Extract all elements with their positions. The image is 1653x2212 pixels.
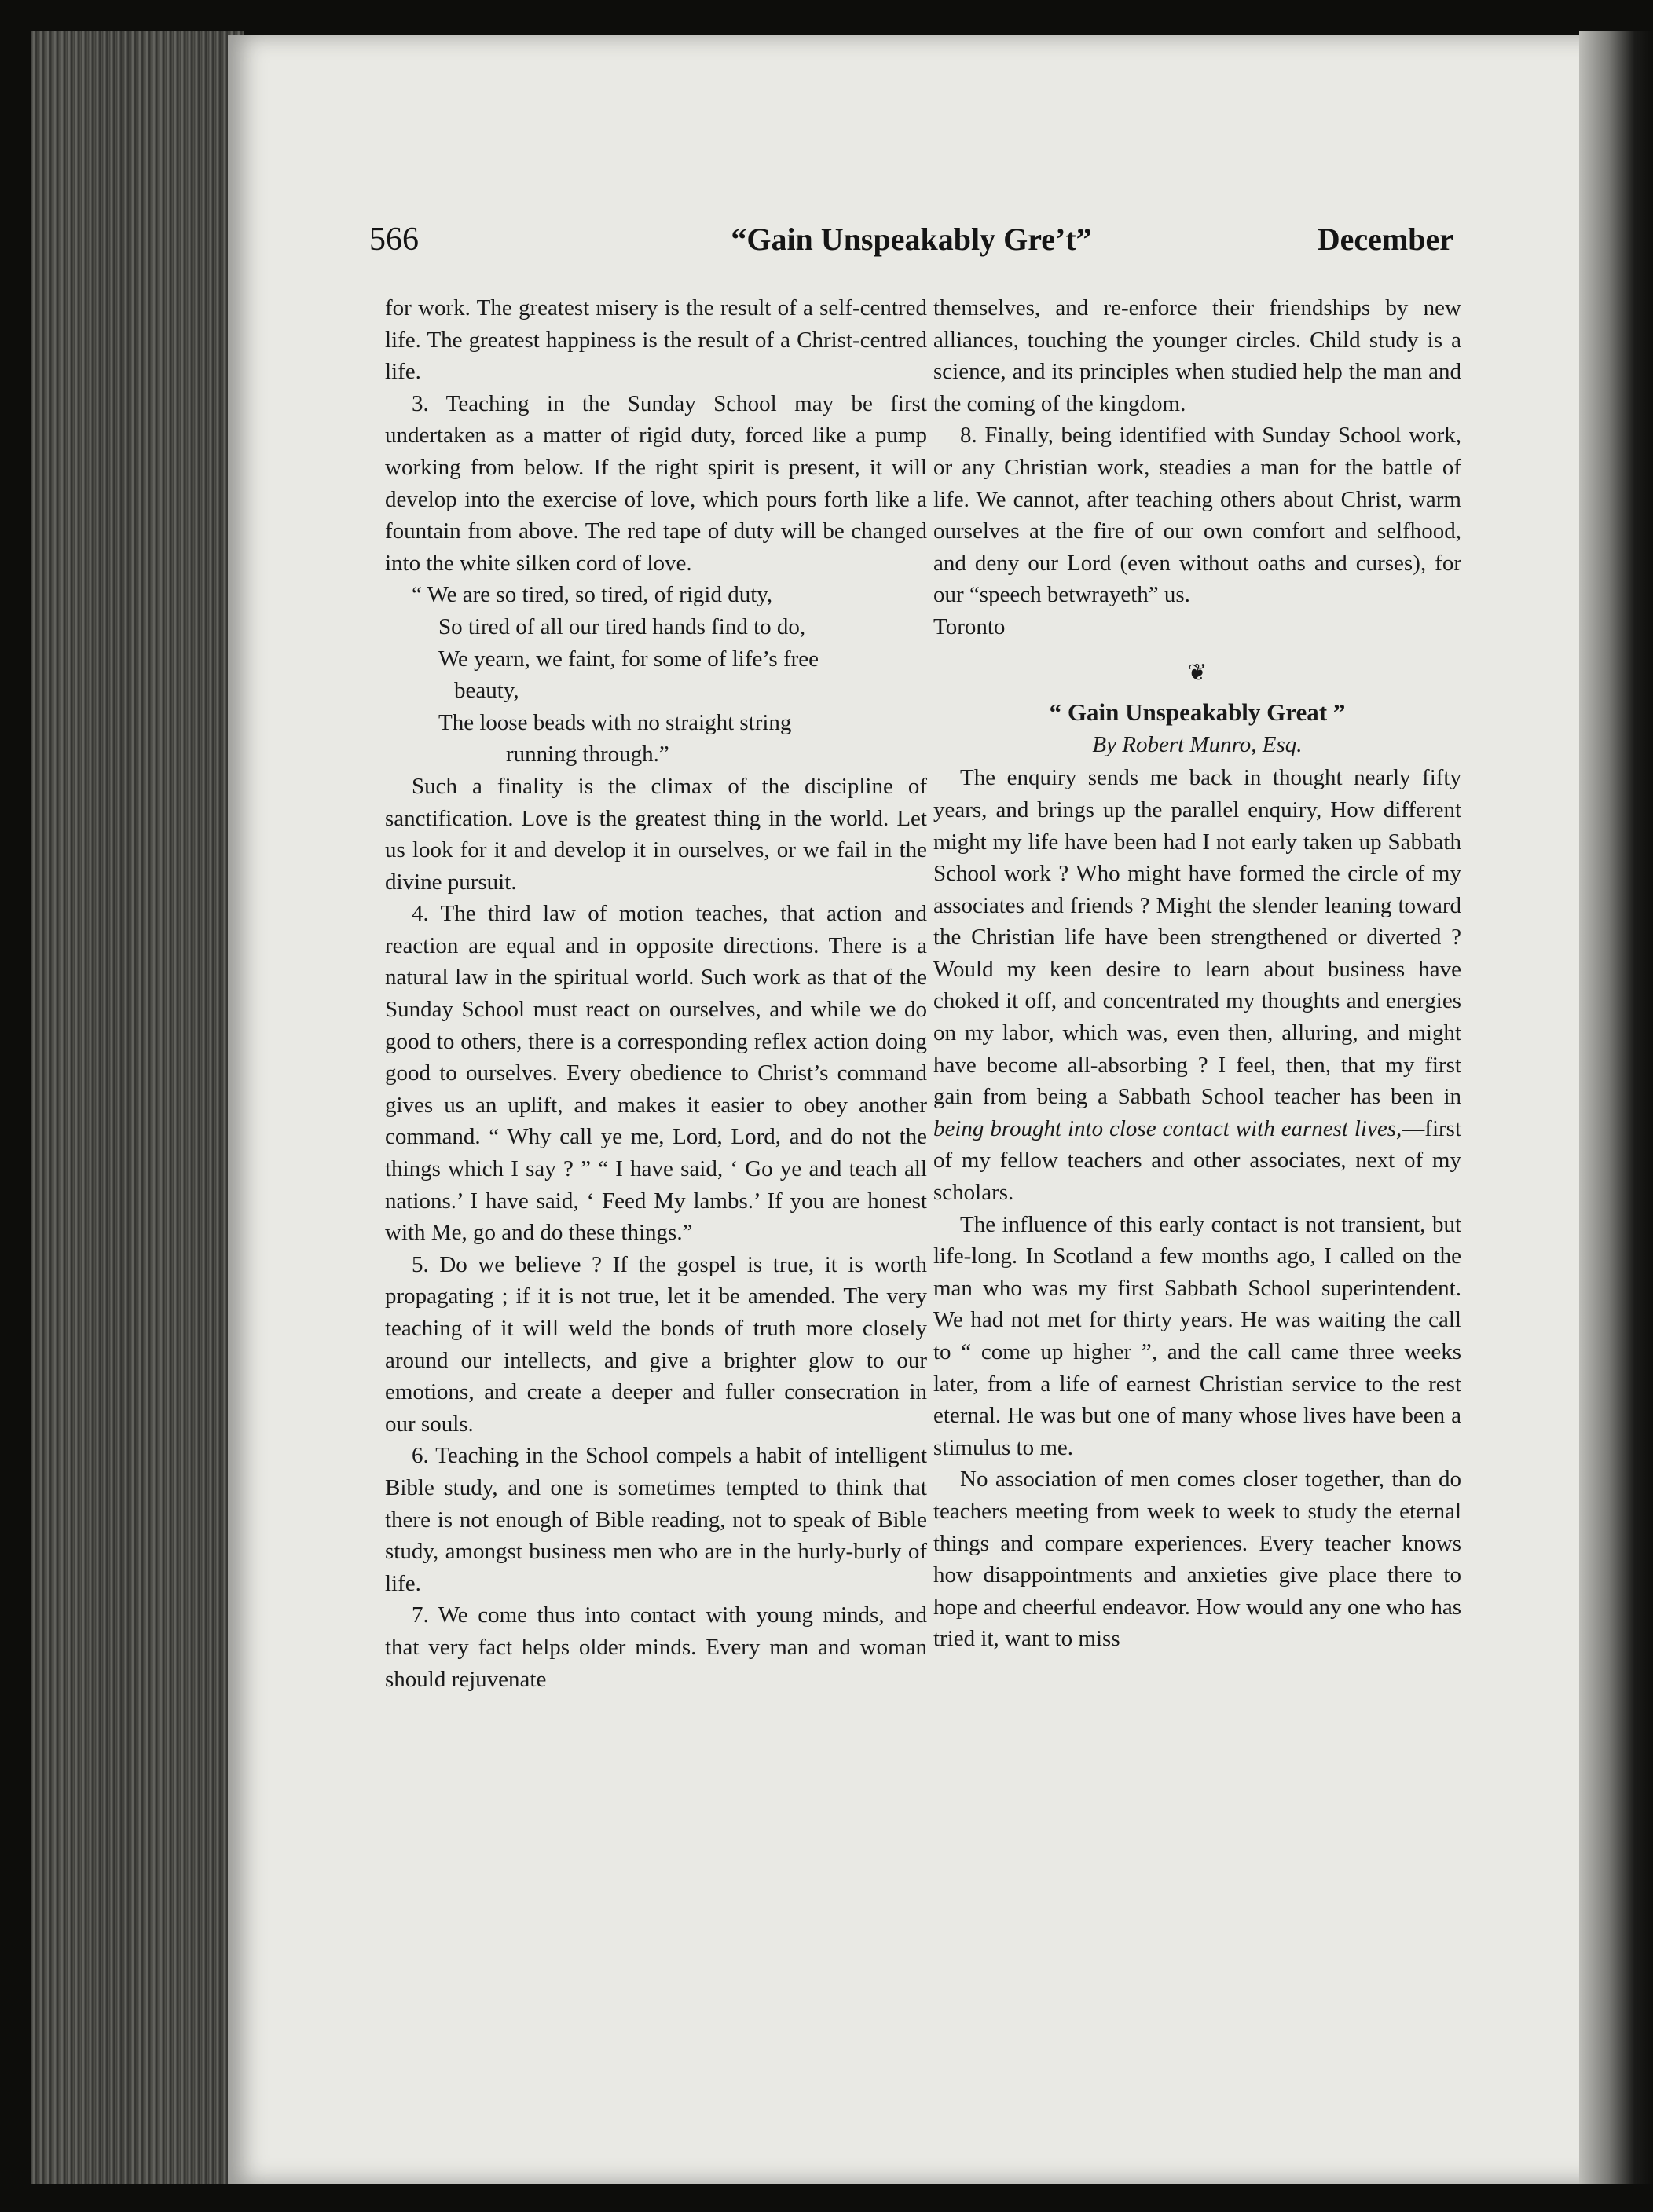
article-author: By Robert Munro, Esq. <box>1092 731 1303 757</box>
verse-line: The loose beads with no straight string <box>438 709 792 735</box>
running-title: “Gain Unspeakably Gre’t” <box>731 222 1092 257</box>
verse-line: So tired of all our tired hands find to do, <box>438 613 806 639</box>
paragraph: No association of men comes closer together, than do teachers meeting from week to week to study the eternal things and compare experiences. Every teacher knows how disappointments and anxieties give place there to hope and cheerful endeavor. How would any one who has tried it, want to miss <box>933 1467 1461 1652</box>
signoff-place: Toronto <box>933 613 1006 639</box>
paragraph: 5. Do we believe ? If the gospel is true, it is worth propagating ; if it is not true, let it be amended. The very teaching of it will weld the bonds of truth more closely around our intellects, and give a brighter glow to our emotions, and create a deeper and fuller consecration in our souls. <box>385 1251 927 1437</box>
page-number: 566 <box>369 222 419 258</box>
right-column <box>933 292 1461 1655</box>
paragraph: 7. We come thus into contact with young minds, and that very fact helps older minds. Every man and woman should rejuvenate <box>385 1602 927 1692</box>
paragraph-text: —first of my fellow teachers and other associates, next of my scholars. <box>933 1115 1461 1206</box>
left-column <box>385 292 927 1695</box>
verse-line: beauty, <box>454 678 519 704</box>
book-gutter <box>1579 31 1653 2184</box>
paragraph: 8. Finally, being identified with Sunday School work, or any Christian work, steadies a man for the battle of life. We cannot, after teaching others about Christ, warm ourselves at the fire of our own comfort and selfhood, and deny our Lord (even without oaths and curses), for our “speech betwrayeth” us. <box>933 423 1461 608</box>
paragraph: for work. The greatest misery is the result of a self-centred life. The greatest happiness is the result of a Christ-centred life. <box>385 295 927 385</box>
article-title: “ Gain Unspeakably Great ” <box>1049 698 1346 727</box>
paragraph: 3. Teaching in the Sunday School may be first undertaken as a matter of rigid duty, forced like a pump working from below. If the right spirit is present, it will develop into the exercise of love, which pours forth like a fountain from above. The red tape of duty will be changed into the white silken cord of love. <box>385 390 927 576</box>
verse-line: running through.” <box>506 742 669 767</box>
book-page-edges <box>31 31 244 2184</box>
paragraph: 6. Teaching in the School compels a habit of intelligent Bible study, and one is sometimes tempted to think that there is not enough of Bible reading, not to speak of Bible study, amongst business men who are in the hurly-burly of life. <box>385 1443 927 1596</box>
ornament-icon: ❦ <box>1187 659 1208 686</box>
paragraph: 4. The third law of motion teaches, that action and reaction are equal and in opposite directions. There is a natural law in the spiritual world. Such work as that of the Sunday School must react on ourselves, and while we do good to others, there is a corresponding reflex action doing good to ourselves. Every obedience to Christ’s command gives us an uplift, and makes it easier to obey another command. “ Why call ye me, Lord, Lord, and do not the things which I say ? ” “ I have said, ‘ Go ye and teach all nations.’ I have said, ‘ Feed My lambs.’ If you are honest with Me, go and do these things.” <box>385 901 927 1246</box>
paragraph: Such a finality is the climax of the discipline of sanctification. Love is the greatest thing in the world. Let us look for it and develop it in ourselves, or we fail in the divine pursuit. <box>385 773 927 895</box>
page-header <box>369 216 1453 263</box>
running-month: December <box>1317 222 1453 257</box>
paragraph: The influence of this early contact is not transient, but life-long. In Scotland a few months ago, I called on the man who was my first Sabbath School superintendent. We had not met for thirty years. He was waiting the call to “ come up higher ”, and the call came three weeks later, from a life of earnest Christian service to the rest eternal. He was but one of many whose lives have been a stimulus to me. <box>933 1211 1461 1460</box>
verse-quote <box>385 579 927 771</box>
emphasis-text: being brought into close contact with earnest lives, <box>933 1115 1402 1141</box>
verse-line: “ We are so tired, so tired, of rigid duty, <box>412 582 773 608</box>
paragraph-text: The enquiry sends me back in thought nearly fifty years, and brings up the parallel enquiry, How different might my life have been had I not early taken up Sabbath School work ? Who might have formed the circle of my associates and friends ? Might the slender leaning toward the Christian life have been strengthened or diverted ? Would my keen desire to learn about business have choked it off, and concentrated my thoughts and energies on my labor, which was, even then, alluring, and might have become all-absorbing ? I feel, then, that my first gain from being a Sabbath School teacher has been in <box>933 765 1461 1110</box>
paragraph <box>933 762 1461 1208</box>
verse-line: We yearn, we faint, for some of life’s free <box>438 646 819 672</box>
paragraph: themselves, and re-enforce their friendships by new alliances, touching the younger circles. Child study is a science, and its principles when studied help the man and the coming of the kingdom. <box>933 295 1461 416</box>
